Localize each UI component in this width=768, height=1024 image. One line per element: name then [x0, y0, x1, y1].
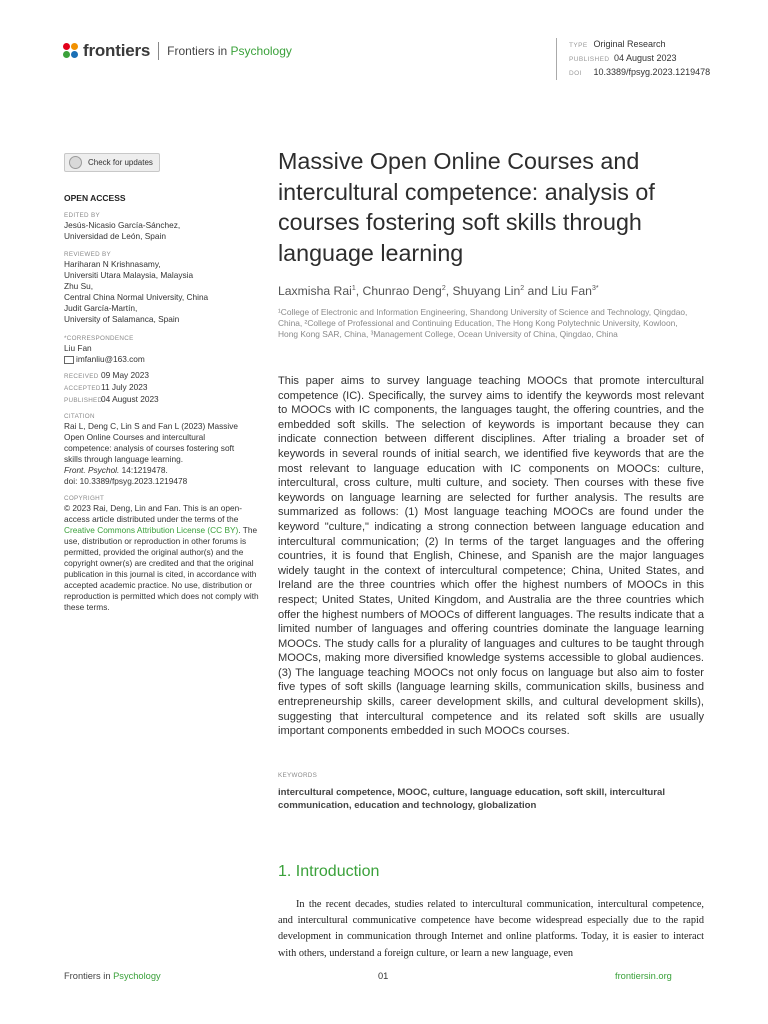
article-type: Original Research	[593, 39, 666, 49]
divider	[158, 42, 159, 60]
section-heading: 1. Introduction	[278, 863, 380, 880]
check-for-updates-button[interactable]	[64, 153, 160, 172]
brand-name: frontiers	[83, 41, 151, 60]
article-title: Massive Open Online Courses and intercultural competence: analysis of courses fostering soft skills through language learning	[278, 148, 655, 266]
author[interactable]: Shuyang Lin$^2$	[452, 284, 525, 298]
citation-doi[interactable]: doi: 10.3389/fpsyg.2023.1219478	[64, 476, 188, 486]
footer-site-link[interactable]: frontiersin.org	[615, 971, 672, 981]
edited-by-block: EDITED BY Jesús-Nicasio García-Sánchez, Universidad de León, Spain	[64, 212, 181, 241]
reviewed-by-block: REVIEWED BY Hariharan N Krishnasamy, Universiti Utara Malaysia, Malaysia Zhu Su, Central China Normal University, China Judit García-Martín, University of Salamanca, Spain	[64, 251, 209, 324]
citation-block: CITATION Rai L, Deng C, Lin S and Fan L (2023) Massive Open Online Courses and intercultural competence: analysis of courses fostering soft skills through language learning. Front. Psychol. 14:1219478. doi: 10.3389/fpsyg.2023.1219478	[64, 412, 264, 487]
open-access-label: OPEN ACCESS	[64, 193, 126, 203]
correspondence-email[interactable]: imfanliu@163.com	[76, 354, 145, 364]
author[interactable]: Laxmisha Rai$^1$	[278, 284, 356, 298]
correspondence-block: *CORRESPONDENCE Liu Fan imfanliu@163.com	[64, 335, 145, 364]
page-number: 01	[378, 971, 389, 981]
doi-link[interactable]: 10.3389/fpsyg.2023.1219478	[593, 67, 711, 77]
frontiers-logo-icon	[63, 43, 79, 59]
email-icon	[64, 356, 74, 364]
article-meta: TYPE Original Research PUBLISHED 04 August 2023 DOI 10.3389/fpsyg.2023.1219478	[556, 38, 710, 80]
journal-logo[interactable]	[63, 41, 292, 61]
update-icon	[69, 156, 82, 169]
copyright-block: COPYRIGHT © 2023 Rai, Deng, Lin and Fan. This is an open-access article distributed under the terms of the Creative Commons Attribution License (CC BY). The use, distribution or reproduction in other forums is permitted, provided the original author(s) and the copyright owner(s) are credited and that the original publication in this journal is cited, in accordance with accepted academic practice. No use, distribution or reproduction is permitted which does not comply with these terms.	[64, 495, 259, 612]
journal-title: Frontiers in Psychology	[167, 44, 292, 58]
check-updates-label: Check for updates	[88, 158, 153, 167]
keywords-label: KEYWORDS	[278, 772, 318, 779]
author-list: Laxmisha Rai$^1$, Chunrao Deng$^2$, Shuyang Lin$^2$ and Liu Fan$^{3*}$	[278, 284, 599, 298]
author[interactable]: Chunrao Deng$^2$	[362, 284, 446, 298]
license-link[interactable]: Creative Commons Attribution License (CC BY)	[64, 525, 239, 535]
dates-block: RECEIVED 09 May 2023 ACCEPTED11 July 2023 PUBLISHED04 August 2023	[64, 370, 159, 404]
published-date: 04 August 2023	[613, 53, 677, 63]
body-paragraph: In the recent decades, studies related to intercultural communication, intercultural competence, and intercultural communicative competence have become widespread especially due to the rapid development in communication through Internet and online platforms. Today, it is easier to interact with others, understand a foreign culture, or learn a new language, even	[278, 899, 704, 959]
affiliations: ¹College of Electronic and Information Engineering, Shandong University of Science and Technology, Qingdao, China, ²College of Professional and Continuing Education, The Hong Kong Polytechnic University, Kowloon, Hong Kong SAR, China, ³Management College, Ocean University of China, Qingdao, China	[278, 307, 688, 339]
footer-journal: Frontiers in Psychology	[64, 971, 161, 981]
author[interactable]: Liu Fan$^{3*}$	[551, 284, 599, 298]
abstract: This paper aims to survey language teaching MOOCs that promote intercultural competence (IC). Specifically, the survey aims to identify the keywords most relevant to MOOCs with IC components, the languages taught, the offering countries, and the embedded soft skills. The selection of keywords is important because they can indicate connection between different disciplines. After trialing a broader set of keywords in several rounds of initial search, we identified five keywords that are the most relevant to language education with IC components on MOOCs: culture, intercultural, cross culture, multi culture, and society. Then courses with these five keywords on language learning are selected for further analysis. The results are summarized as follows: (1) Most language teaching MOOCs are found under the keyword "culture," indicating a strong connection between language education and intercultural communication; (2) In terms of the target languages and the offering countries, it is found that English, Chinese, and Spanish are the major languages widely taught in the context of intercultural competence; China, United States, and Ireland are the three countries which offer the highest numbers of MOOCs in this respect; United States, United Kingdom, and Australia are the three countries which offer the highest numbers of MOOCs of different languages. The results indicate that a limited number of languages and offering countries dominate the language learning MOOCs. The study calls for a plurality of languages and cultures to be taught through MOOCs, making more diversified knowledge systems accessible to global audiences. (3) The language teaching MOOCs not only focus on language but also aim to foster five types of soft skills (language learning skills, communication skills, business and entrepreneurship skills, career development skills, and cultural development skills), suggesting that intercultural competence and its related soft skills are usually important components embedded in such MOOCs courses.	[278, 375, 704, 738]
keywords: intercultural competence, MOOC, culture, language education, soft skill, intercultural communication, education and technology, globalization	[278, 787, 666, 811]
